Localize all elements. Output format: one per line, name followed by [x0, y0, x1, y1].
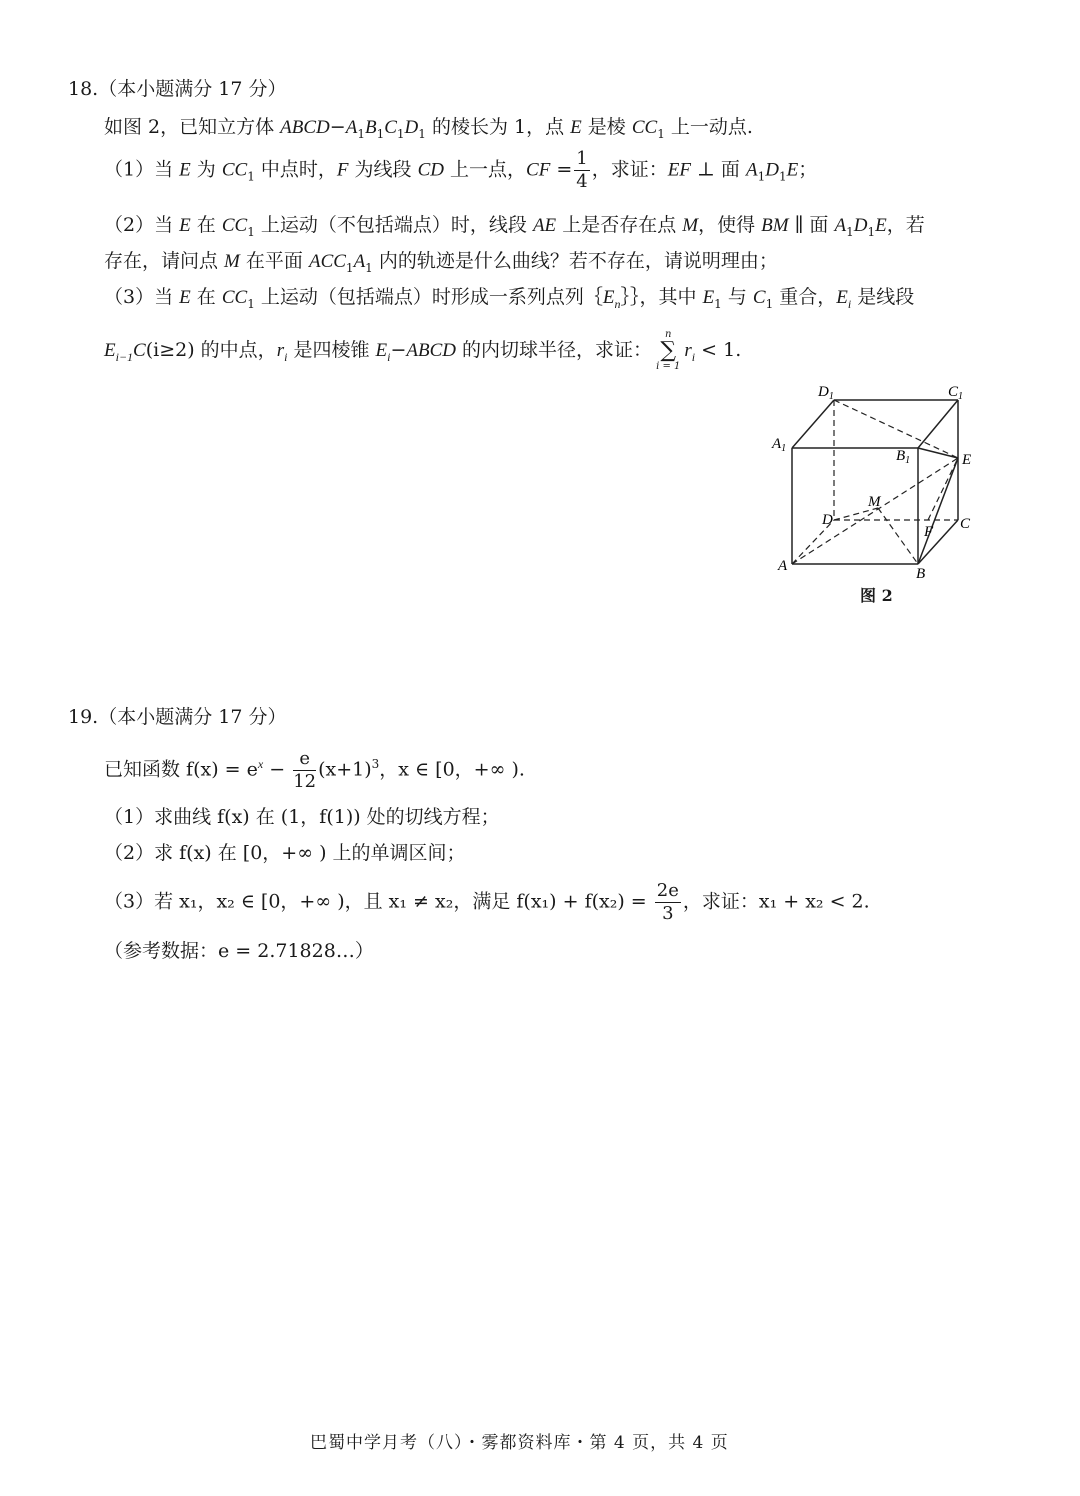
label-A: A: [778, 558, 788, 574]
label-A1: $A_1$: [772, 436, 787, 454]
label-B: B: [916, 566, 926, 582]
fraction-e-over-12: $\frac{e}{12}$: [293, 748, 317, 792]
label-F: F: [924, 524, 934, 540]
q18-part2-line2: 存在，请问点 M 在平面 $ACC_1A_1$ 内的轨迹是什么曲线？若不存在，请说明理由；: [104, 250, 778, 275]
q19-definition: 已知函数 $f(x) = e^x$ − $\frac{e}{12}$ $(x+1)^3$，x ∈ [0，+∞ ).: [104, 748, 525, 792]
q19-header: （本小题满分 17 分）: [98, 706, 287, 728]
segment-BE: [918, 458, 958, 564]
q19-part3: （3）若 x₁，x₂ ∈ [0，+∞ )，且 x₁ ≠ x₂，满足 f(x₁) + f(x₂) = $\frac{2e}{3}$ ，求证：x₁ + x₂ < 2.: [104, 880, 870, 924]
label-E: E: [962, 452, 972, 468]
fraction-one-quarter: $\frac{1}{4}$: [576, 148, 588, 192]
label-D1: $D_1$: [818, 384, 834, 402]
cube-figure: [760, 378, 1000, 608]
q18-part1: （1）当 E 为 $CC_1$ 中点时，F 为线段 CD 上一点，CF = $\frac{1}{4}$ ，求证：EF ⊥ 面 $A_1D_1E$；: [104, 148, 818, 192]
segment-EF: [928, 458, 958, 520]
q19-part2: （2）求 f(x) 在 [0，+∞ ) 上的单调区间；: [104, 842, 466, 864]
q19-reference: （参考数据：e = 2.71828…）: [104, 940, 374, 962]
label-C1: $C_1$: [948, 384, 964, 402]
q19-header-line: [68, 706, 286, 729]
q18-header-line: [68, 78, 286, 101]
q18-part3-line2: $E_{i-1}C(i\ge 2)$ 的中点，$r_i$ 是四棱锥 $E_i-ABCD$ 的内切球半径，求证： n ∑ i = 1 $r_i < 1$.: [104, 329, 742, 372]
summation-sign: n ∑ i = 1: [656, 329, 681, 372]
q18-header: （本小题满分 17 分）: [98, 78, 287, 100]
label-D: D: [822, 512, 833, 528]
segment-BM: [878, 508, 918, 564]
q18-intro: 如图 2，已知立方体 $ABCD-A_1B_1C_1D_1$ 的棱长为 1，点 E 是棱 $CC_1$ 上一动点.: [104, 116, 753, 141]
q18-part3-line1: （3）当 E 在 $CC_1$ 上运动（包括端点）时形成一系列点列$\{E_n\}\}$，其中 $E_1$ 与 $C_1$ 重合，$E_i$ 是线段: [104, 286, 915, 311]
segment-B1E: [918, 448, 958, 458]
q19-number: 19.: [68, 706, 99, 728]
q18-number: 18.: [68, 78, 99, 100]
fraction-2e-over-3: $\frac{2e}{3}$: [656, 880, 679, 924]
label-B1: $B_1$: [896, 448, 911, 466]
edge-B1C1: [918, 400, 958, 448]
page-footer: 巴蜀中学月考（八）・雾都资料库・第 4 页，共 4 页: [310, 1433, 729, 1453]
figure-caption: 图 2: [860, 586, 893, 605]
label-C: C: [960, 516, 971, 532]
edge-A1D1: [792, 400, 834, 448]
q19-part1: （1）求曲线 f(x) 在 (1，f(1)) 处的切线方程；: [104, 806, 500, 828]
label-M: M: [868, 494, 881, 510]
q18-part2-line1: （2）当 E 在 $CC_1$ 上运动（不包括端点）时，线段 AE 上是否存在点 M，使得 BM ∥ 面 $A_1D_1E$，若: [104, 214, 925, 239]
